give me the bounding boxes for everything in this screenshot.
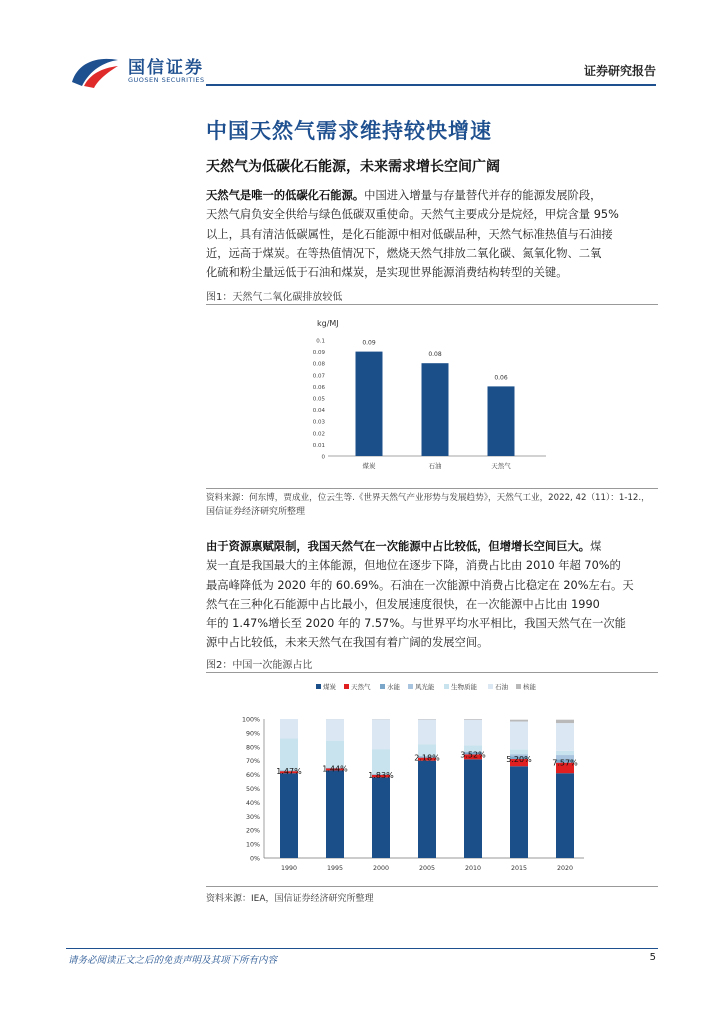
figure-1-source-line-2: 国信证券经济研究所整理 xyxy=(206,507,306,517)
section-subtitle: 天然气为低碳化石能源，未来需求增长空间广阔 xyxy=(206,159,500,175)
paragraph-1 xyxy=(206,186,658,282)
paragraph-1-line-4: 近，远高于煤炭。在等热值情况下，燃烧天然气排放二氧化碳、氮氧化物、二氧 xyxy=(206,246,602,260)
stack-segment-煤炭 xyxy=(326,770,344,858)
data-label: 0.06 xyxy=(494,374,508,382)
x-tick-label: 2000 xyxy=(372,865,390,872)
paragraph-2-line-5: 年的 1.47%增长至 2020 年的 7.57%。与世界平均水平相比，我国天然气在一次能 xyxy=(206,617,626,631)
stack-segment-核能 xyxy=(464,719,482,720)
bar-煤炭 xyxy=(356,352,383,456)
stack-segment-生物质能 xyxy=(280,739,298,771)
y-tick-label: 100% xyxy=(241,716,260,724)
figure-1-source-line-1: 资料来源：何东博，贾成业，位云生等.《世界天然气产业形势与发展趋势》，天然气工业，2022, 42（11）：1-12.， xyxy=(206,493,650,503)
figure-2-title: 图2：中国一次能源占比 xyxy=(206,660,313,671)
legend-label: 风光能 xyxy=(415,683,435,691)
y-tick-label: 0.07 xyxy=(312,373,325,380)
header-divider xyxy=(206,84,656,86)
paragraph-2-lead: 由于资源禀赋限制，我国天然气在一次能源中占比较低，但增增长空间巨大。 xyxy=(206,540,591,553)
legend-swatch xyxy=(344,684,349,689)
footer-divider xyxy=(66,948,658,949)
legend-label: 煤炭 xyxy=(323,683,336,691)
stack-segment-煤炭 xyxy=(372,777,390,858)
stack-segment-石油 xyxy=(510,722,528,750)
gas-share-label: 5.20% xyxy=(506,755,532,765)
figure-1-top-rule xyxy=(206,304,658,305)
paragraph-1-line-2: 天然气肩负安全供给与绿色低碳双重使命。天然气主要成分是烷烃，甲烷含量 95% xyxy=(206,208,619,222)
bar-石油 xyxy=(422,363,449,456)
legend-label: 天然气 xyxy=(351,683,371,691)
legend-swatch xyxy=(516,684,521,689)
y-tick-label: 0.04 xyxy=(312,408,325,415)
y-tick-label: 0.06 xyxy=(312,384,325,391)
y-tick-label: 0.08 xyxy=(312,361,325,368)
legend-label: 石油 xyxy=(495,683,508,691)
y-tick-label: 30% xyxy=(246,813,260,821)
primary-energy-share-stacked-chart xyxy=(206,674,658,882)
gas-share-label: 2.18% xyxy=(414,753,440,763)
stack-segment-石油 xyxy=(556,723,574,751)
co2-emission-bar-chart xyxy=(206,306,658,484)
x-tick-label: 1995 xyxy=(326,865,344,872)
y-tick-label: 0.01 xyxy=(312,442,325,449)
gas-share-label: 1.44% xyxy=(322,764,348,774)
paragraph-2-line-6: 源中占比较低，未来天然气在我国有着广阔的发展空间。 xyxy=(206,636,489,650)
paragraph-1-lead: 天然气是唯一的低碳化石能源。 xyxy=(206,189,365,202)
y-tick-label: 0% xyxy=(250,855,260,863)
bar-天然气 xyxy=(488,386,515,456)
x-tick-label: 石油 xyxy=(428,462,442,470)
stack-segment-生物质能 xyxy=(510,749,528,754)
gas-share-label: 1.47% xyxy=(276,767,302,777)
legend-label: 生物质能 xyxy=(451,683,477,691)
stack-segment-石油 xyxy=(280,719,298,738)
brand-name-en: GUOSEN SECURITIES xyxy=(128,76,205,84)
x-tick-label: 1990 xyxy=(280,865,298,872)
paragraph-1-line-3: 以上，具有清洁低碳属性，是化石能源中相对低碳品种，天然气标准热值与石油接 xyxy=(206,227,613,241)
gas-share-label: 3.52% xyxy=(460,750,486,760)
stack-segment-石油 xyxy=(326,719,344,741)
legend-swatch xyxy=(316,684,321,689)
legend-swatch xyxy=(408,684,413,689)
y-tick-label: 60% xyxy=(246,772,260,780)
x-tick-label: 天然气 xyxy=(491,462,511,470)
paragraph-2-line-4: 然气在三种化石能源中占比最小，但发展速度很快，在一次能源中占比由 1990 xyxy=(206,597,600,611)
gas-share-label: 7.57% xyxy=(552,758,578,768)
data-label: 0.09 xyxy=(362,339,376,347)
paragraph-2-line-3: 最高峰降低为 2020 年的 60.69%。石油在一次能源中消费占比稳定在 20%左右。天 xyxy=(206,578,634,592)
legend-swatch xyxy=(488,684,493,689)
x-tick-label: 2015 xyxy=(510,865,528,872)
x-tick-label: 煤炭 xyxy=(362,462,376,470)
disclaimer-note: 请务必阅读正文之后的免责声明及其项下所有内容 xyxy=(68,955,278,966)
y-tick-label: 90% xyxy=(246,730,260,738)
report-type-label: 证券研究报告 xyxy=(583,64,656,78)
figure-1-bottom-rule xyxy=(206,488,658,489)
paragraph-2 xyxy=(206,537,658,653)
stack-segment-煤炭 xyxy=(280,773,298,858)
y-tick-label: 0.05 xyxy=(312,396,325,403)
y-tick-label: 10% xyxy=(246,841,260,849)
y-tick-label: 0.03 xyxy=(312,419,325,426)
stack-segment-核能 xyxy=(556,720,574,723)
paragraph-1-line-1: 天然气是唯一的低碳化石能源。中国进入增量与存量替代并存的能源发展阶段， xyxy=(206,189,602,202)
stack-segment-煤炭 xyxy=(556,773,574,858)
legend-label: 核能 xyxy=(523,683,536,691)
legend-swatch xyxy=(380,684,385,689)
y-tick-label: 50% xyxy=(246,786,260,793)
stack-segment-煤炭 xyxy=(510,766,528,858)
legend-label: 水能 xyxy=(387,683,400,691)
stack-segment-生物质能 xyxy=(556,751,574,755)
stack-segment-煤炭 xyxy=(464,759,482,858)
y-tick-label: 0.09 xyxy=(312,350,325,357)
figure-2-source: 资料来源：IEA，国信证券经济研究所整理 xyxy=(206,894,374,904)
y-tick-label: 80% xyxy=(246,744,260,752)
brand-name-cn: 国信证券 xyxy=(128,58,204,78)
x-tick-label: 2020 xyxy=(556,865,574,872)
y-axis-unit-label: kg/MJ xyxy=(317,319,339,328)
gas-share-label: 1.83% xyxy=(368,770,394,780)
y-tick-label: 0.1 xyxy=(316,338,325,345)
paragraph-1-line-5: 化硫和粉尘量远低于石油和煤炭，是实现世界能源消费结构转型的关键。 xyxy=(206,266,568,280)
data-label: 0.08 xyxy=(428,351,442,359)
stack-segment-石油 xyxy=(464,720,482,746)
section-title: 中国天然气需求维持较快增速 xyxy=(206,119,492,143)
figure-1-source xyxy=(206,491,658,519)
y-tick-label: 0.02 xyxy=(312,431,325,438)
y-tick-label: 40% xyxy=(246,799,260,807)
figure-1-title: 图1：天然气二氧化碳排放较低 xyxy=(206,292,343,303)
y-tick-label: 70% xyxy=(246,758,260,766)
stack-segment-石油 xyxy=(372,719,390,749)
stack-segment-核能 xyxy=(510,720,528,722)
stack-segment-煤炭 xyxy=(418,761,436,858)
figure-2-bottom-rule xyxy=(206,886,658,887)
y-tick-label: 0 xyxy=(321,454,325,461)
x-tick-label: 2005 xyxy=(418,865,436,872)
y-tick-label: 20% xyxy=(246,827,260,835)
x-tick-label: 2010 xyxy=(464,865,482,872)
guosen-logo-icon xyxy=(68,52,122,90)
legend-swatch xyxy=(444,684,449,689)
figure-2-top-rule xyxy=(206,672,658,673)
page-number: 5 xyxy=(649,952,656,963)
paragraph-2-line-2: 炭一直是我国最大的主体能源，但地位在逐步下降，消费占比由 2010 年超 70%的 xyxy=(206,559,621,573)
stack-segment-石油 xyxy=(418,719,436,744)
paragraph-2-line-1: 由于资源禀赋限制，我国天然气在一次能源中占比较低，但增增长空间巨大。煤 xyxy=(206,540,602,553)
